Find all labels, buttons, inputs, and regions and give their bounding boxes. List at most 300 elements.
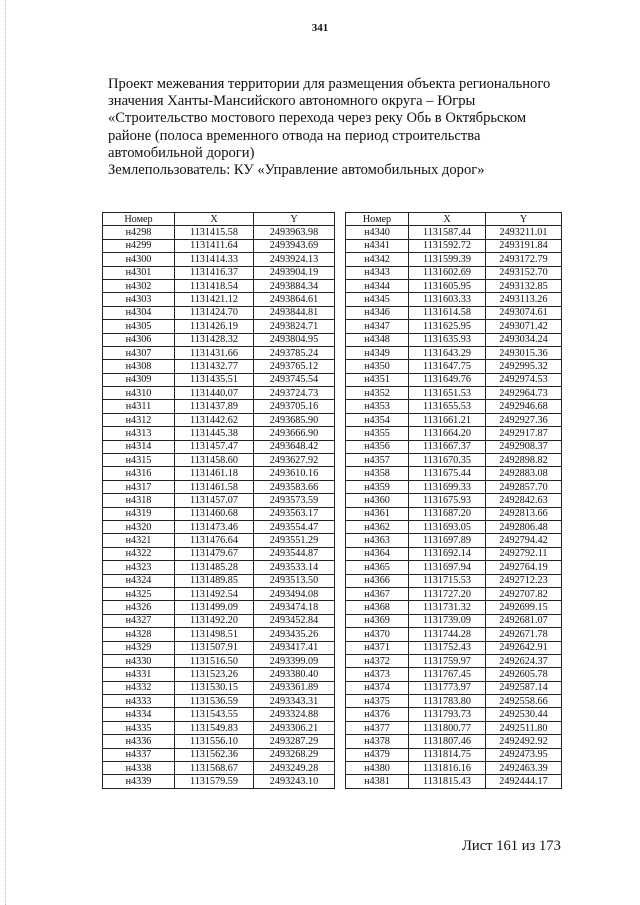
table-row: [103, 346, 335, 359]
point-number-cell: н4379: [346, 748, 409, 761]
point-number-cell: н4330: [103, 654, 175, 667]
table-row: [346, 601, 562, 614]
y-coordinate-cell: 2492530.44: [486, 708, 562, 721]
table-row: [103, 454, 335, 467]
table-row: [103, 226, 335, 239]
y-coordinate-cell: 2492813.66: [486, 507, 562, 520]
point-number-cell: н4323: [103, 561, 175, 574]
page-number: 341: [311, 22, 329, 34]
column-header-y: Y: [254, 213, 335, 226]
table-row: [103, 333, 335, 346]
point-number-cell: н4333: [103, 695, 175, 708]
column-header-x: X: [175, 213, 254, 226]
x-coordinate-cell: 1131435.51: [175, 373, 254, 386]
table-row: [103, 601, 335, 614]
point-number-cell: н4334: [103, 708, 175, 721]
y-coordinate-cell: 2493785.24: [254, 346, 335, 359]
table-row: [346, 520, 562, 533]
y-coordinate-cell: 2492473.95: [486, 748, 562, 761]
table-row: [346, 574, 562, 587]
y-coordinate-cell: 2493666.90: [254, 427, 335, 440]
table-row: [346, 654, 562, 667]
point-number-cell: н4372: [346, 654, 409, 667]
point-number-cell: н4335: [103, 721, 175, 734]
point-number-cell: н4380: [346, 762, 409, 775]
point-number-cell: н4312: [103, 413, 175, 426]
table-row: [346, 467, 562, 480]
table-row: [346, 534, 562, 547]
header-line: «Строительство мостового перехода через реку Обь в Октябрьском: [108, 110, 527, 127]
point-number-cell: н4328: [103, 628, 175, 641]
table-row: [103, 507, 335, 520]
point-number-cell: н4309: [103, 373, 175, 386]
point-number-cell: н4315: [103, 454, 175, 467]
table-row: [103, 775, 335, 788]
point-number-cell: н4308: [103, 360, 175, 373]
x-coordinate-cell: 1131498.51: [175, 628, 254, 641]
x-coordinate-cell: 1131424.70: [175, 306, 254, 319]
y-coordinate-cell: 2493361.89: [254, 681, 335, 694]
point-number-cell: н4367: [346, 587, 409, 600]
y-coordinate-cell: 2493211.01: [486, 226, 562, 239]
table-row: [103, 239, 335, 252]
table-row: [103, 668, 335, 681]
x-coordinate-cell: 1131431.66: [175, 346, 254, 359]
table-row: [346, 748, 562, 761]
x-coordinate-cell: 1131752.43: [409, 641, 486, 654]
x-coordinate-cell: 1131759.97: [409, 654, 486, 667]
x-coordinate-cell: 1131783.80: [409, 695, 486, 708]
y-coordinate-cell: 2493610.16: [254, 467, 335, 480]
y-coordinate-cell: 2493648.42: [254, 440, 335, 453]
table-row: [346, 681, 562, 694]
x-coordinate-cell: 1131773.97: [409, 681, 486, 694]
table-row: [103, 373, 335, 386]
header-line: Землепользователь: КУ «Управление автомобильных дорог»: [108, 162, 485, 179]
point-number-cell: н4359: [346, 480, 409, 493]
point-number-cell: н4302: [103, 279, 175, 292]
y-coordinate-cell: 2493074.61: [486, 306, 562, 319]
y-coordinate-cell: 2492806.48: [486, 520, 562, 533]
y-coordinate-cell: 2493132.85: [486, 279, 562, 292]
x-coordinate-cell: 1131661.21: [409, 413, 486, 426]
point-number-cell: н4347: [346, 320, 409, 333]
y-coordinate-cell: 2493113.26: [486, 293, 562, 306]
x-coordinate-cell: 1131670.35: [409, 454, 486, 467]
y-coordinate-cell: 2492587.14: [486, 681, 562, 694]
y-coordinate-cell: 2493287.29: [254, 735, 335, 748]
x-coordinate-cell: 1131651.53: [409, 387, 486, 400]
point-number-cell: н4320: [103, 520, 175, 533]
x-coordinate-cell: 1131461.58: [175, 480, 254, 493]
table-row: [103, 253, 335, 266]
x-coordinate-cell: 1131697.89: [409, 534, 486, 547]
x-coordinate-cell: 1131667.37: [409, 440, 486, 453]
y-coordinate-cell: 2492908.37: [486, 440, 562, 453]
table-row: [103, 587, 335, 600]
x-coordinate-cell: 1131442.62: [175, 413, 254, 426]
point-number-cell: н4371: [346, 641, 409, 654]
x-coordinate-cell: 1131485.28: [175, 561, 254, 574]
table-row: [346, 400, 562, 413]
y-coordinate-cell: 2492624.37: [486, 654, 562, 667]
table-row: [103, 520, 335, 533]
x-coordinate-cell: 1131428.32: [175, 333, 254, 346]
table-row: [346, 253, 562, 266]
table-row: [346, 547, 562, 560]
point-number-cell: н4350: [346, 360, 409, 373]
x-coordinate-cell: 1131411.64: [175, 239, 254, 252]
x-coordinate-cell: 1131602.69: [409, 266, 486, 279]
table-row: [103, 654, 335, 667]
x-coordinate-cell: 1131440.07: [175, 387, 254, 400]
y-coordinate-cell: 2493152.70: [486, 266, 562, 279]
table-row: [346, 293, 562, 306]
x-coordinate-cell: 1131625.95: [409, 320, 486, 333]
y-coordinate-cell: 2492444.17: [486, 775, 562, 788]
y-coordinate-cell: 2493884.34: [254, 279, 335, 292]
y-coordinate-cell: 2493015.36: [486, 346, 562, 359]
x-coordinate-cell: 1131461.18: [175, 467, 254, 480]
document-header: [108, 76, 578, 179]
x-coordinate-cell: 1131635.93: [409, 333, 486, 346]
coordinates-table-left: [102, 212, 335, 789]
x-coordinate-cell: 1131800.77: [409, 721, 486, 734]
y-coordinate-cell: 2493627.92: [254, 454, 335, 467]
y-coordinate-cell: 2492605.78: [486, 668, 562, 681]
x-coordinate-cell: 1131492.20: [175, 614, 254, 627]
y-coordinate-cell: 2492492.92: [486, 735, 562, 748]
table-row: [103, 306, 335, 319]
point-number-cell: н4301: [103, 266, 175, 279]
y-coordinate-cell: 2492671.78: [486, 628, 562, 641]
point-number-cell: н4316: [103, 467, 175, 480]
table-row: [103, 708, 335, 721]
y-coordinate-cell: 2493249.28: [254, 762, 335, 775]
table-row: [103, 387, 335, 400]
point-number-cell: н4332: [103, 681, 175, 694]
y-coordinate-cell: 2493943.69: [254, 239, 335, 252]
point-number-cell: н4340: [346, 226, 409, 239]
point-number-cell: н4306: [103, 333, 175, 346]
y-coordinate-cell: 2493380.40: [254, 668, 335, 681]
x-coordinate-cell: 1131418.54: [175, 279, 254, 292]
table-row: [346, 320, 562, 333]
point-number-cell: н4305: [103, 320, 175, 333]
y-coordinate-cell: 2493705.16: [254, 400, 335, 413]
y-coordinate-cell: 2492764.19: [486, 561, 562, 574]
x-coordinate-cell: 1131516.50: [175, 654, 254, 667]
y-coordinate-cell: 2493071.42: [486, 320, 562, 333]
table-row: [103, 534, 335, 547]
table-row: [103, 547, 335, 560]
table-row: [346, 373, 562, 386]
column-header-y: Y: [486, 213, 562, 226]
point-number-cell: н4303: [103, 293, 175, 306]
y-coordinate-cell: 2493172.79: [486, 253, 562, 266]
y-coordinate-cell: 2493452.84: [254, 614, 335, 627]
point-number-cell: н4342: [346, 253, 409, 266]
x-coordinate-cell: 1131739.09: [409, 614, 486, 627]
table-row: [346, 480, 562, 493]
table-row: [103, 561, 335, 574]
y-coordinate-cell: 2492974.53: [486, 373, 562, 386]
x-coordinate-cell: 1131614.58: [409, 306, 486, 319]
y-coordinate-cell: 2493551.29: [254, 534, 335, 547]
y-coordinate-cell: 2493904.19: [254, 266, 335, 279]
point-number-cell: н4307: [103, 346, 175, 359]
x-coordinate-cell: 1131432.77: [175, 360, 254, 373]
point-number-cell: н4325: [103, 587, 175, 600]
x-coordinate-cell: 1131562.36: [175, 748, 254, 761]
point-number-cell: н4310: [103, 387, 175, 400]
y-coordinate-cell: 2492712.23: [486, 574, 562, 587]
table-row: [346, 387, 562, 400]
point-number-cell: н4360: [346, 494, 409, 507]
x-coordinate-cell: 1131556.10: [175, 735, 254, 748]
point-number-cell: н4355: [346, 427, 409, 440]
point-number-cell: н4318: [103, 494, 175, 507]
x-coordinate-cell: 1131587.44: [409, 226, 486, 239]
table-row: [346, 775, 562, 788]
table-row: [103, 614, 335, 627]
point-number-cell: н4321: [103, 534, 175, 547]
x-coordinate-cell: 1131457.47: [175, 440, 254, 453]
x-coordinate-cell: 1131489.85: [175, 574, 254, 587]
point-number-cell: н4304: [103, 306, 175, 319]
table-row: [103, 494, 335, 507]
x-coordinate-cell: 1131457.07: [175, 494, 254, 507]
point-number-cell: н4319: [103, 507, 175, 520]
point-number-cell: н4373: [346, 668, 409, 681]
point-number-cell: н4326: [103, 601, 175, 614]
table-row: [346, 333, 562, 346]
sheet-counter: Лист 161 из 173: [462, 838, 561, 854]
y-coordinate-cell: 2493563.17: [254, 507, 335, 520]
y-coordinate-cell: 2492927.36: [486, 413, 562, 426]
table-row: [103, 748, 335, 761]
point-number-cell: н4370: [346, 628, 409, 641]
table-row: [103, 735, 335, 748]
header-line: значения Ханты-Мансийского автономного округа – Югры: [108, 93, 476, 110]
y-coordinate-cell: 2493034.24: [486, 333, 562, 346]
y-coordinate-cell: 2493844.81: [254, 306, 335, 319]
point-number-cell: н4337: [103, 748, 175, 761]
point-number-cell: н4324: [103, 574, 175, 587]
table-row: [346, 668, 562, 681]
table-row: [103, 320, 335, 333]
y-coordinate-cell: 2492964.73: [486, 387, 562, 400]
x-coordinate-cell: 1131592.72: [409, 239, 486, 252]
x-coordinate-cell: 1131715.53: [409, 574, 486, 587]
x-coordinate-cell: 1131579.59: [175, 775, 254, 788]
y-coordinate-cell: 2493399.09: [254, 654, 335, 667]
table-row: [103, 413, 335, 426]
point-number-cell: н4352: [346, 387, 409, 400]
y-coordinate-cell: 2493864.61: [254, 293, 335, 306]
point-number-cell: н4351: [346, 373, 409, 386]
x-coordinate-cell: 1131649.76: [409, 373, 486, 386]
point-number-cell: н4336: [103, 735, 175, 748]
table-header-row: [103, 213, 335, 226]
point-number-cell: н4358: [346, 467, 409, 480]
y-coordinate-cell: 2493191.84: [486, 239, 562, 252]
header-line: Проект межевания территории для размещения объекта регионального: [108, 76, 551, 92]
table-row: [346, 239, 562, 252]
table-row: [346, 226, 562, 239]
table-row: [346, 427, 562, 440]
y-coordinate-cell: 2493765.12: [254, 360, 335, 373]
point-number-cell: н4314: [103, 440, 175, 453]
point-number-cell: н4349: [346, 346, 409, 359]
y-coordinate-cell: 2493544.87: [254, 547, 335, 560]
table-header-row: [346, 213, 562, 226]
x-coordinate-cell: 1131543.55: [175, 708, 254, 721]
y-coordinate-cell: 2492699.15: [486, 601, 562, 614]
column-header-number: Номер: [103, 213, 175, 226]
table-row: [103, 574, 335, 587]
x-coordinate-cell: 1131815.43: [409, 775, 486, 788]
x-coordinate-cell: 1131744.28: [409, 628, 486, 641]
y-coordinate-cell: 2492707.82: [486, 587, 562, 600]
x-coordinate-cell: 1131568.67: [175, 762, 254, 775]
table-row: [103, 293, 335, 306]
point-number-cell: н4300: [103, 253, 175, 266]
table-row: [103, 721, 335, 734]
y-coordinate-cell: 2493554.47: [254, 520, 335, 533]
table-row: [103, 628, 335, 641]
table-row: [103, 400, 335, 413]
point-number-cell: н4376: [346, 708, 409, 721]
point-number-cell: н4369: [346, 614, 409, 627]
y-coordinate-cell: 2492883.08: [486, 467, 562, 480]
y-coordinate-cell: 2492946.68: [486, 400, 562, 413]
point-number-cell: н4362: [346, 520, 409, 533]
table-row: [346, 507, 562, 520]
header-line: районе (полоса временного отвода на период строительства: [108, 127, 481, 144]
table-row: [346, 360, 562, 373]
x-coordinate-cell: 1131697.94: [409, 561, 486, 574]
y-coordinate-cell: 2492857.70: [486, 480, 562, 493]
point-number-cell: н4357: [346, 454, 409, 467]
table-row: [346, 721, 562, 734]
x-coordinate-cell: 1131473.46: [175, 520, 254, 533]
y-coordinate-cell: 2493243.10: [254, 775, 335, 788]
table-row: [346, 266, 562, 279]
y-coordinate-cell: 2493824.71: [254, 320, 335, 333]
y-coordinate-cell: 2493924.13: [254, 253, 335, 266]
point-number-cell: н4365: [346, 561, 409, 574]
y-coordinate-cell: 2493573.59: [254, 494, 335, 507]
table-row: [346, 346, 562, 359]
point-number-cell: н4329: [103, 641, 175, 654]
x-coordinate-cell: 1131416.37: [175, 266, 254, 279]
x-coordinate-cell: 1131675.93: [409, 494, 486, 507]
x-coordinate-cell: 1131426.19: [175, 320, 254, 333]
x-coordinate-cell: 1131605.95: [409, 279, 486, 292]
table-row: [346, 641, 562, 654]
x-coordinate-cell: 1131414.33: [175, 253, 254, 266]
point-number-cell: н4299: [103, 239, 175, 252]
x-coordinate-cell: 1131647.75: [409, 360, 486, 373]
table-row: [346, 440, 562, 453]
x-coordinate-cell: 1131458.60: [175, 454, 254, 467]
point-number-cell: н4361: [346, 507, 409, 520]
x-coordinate-cell: 1131767.45: [409, 668, 486, 681]
y-coordinate-cell: 2492463.39: [486, 762, 562, 775]
table-row: [103, 695, 335, 708]
scan-edge-line: [5, 0, 6, 905]
y-coordinate-cell: 2492842.63: [486, 494, 562, 507]
x-coordinate-cell: 1131530.15: [175, 681, 254, 694]
y-coordinate-cell: 2493513.50: [254, 574, 335, 587]
y-coordinate-cell: 2493417.41: [254, 641, 335, 654]
x-coordinate-cell: 1131793.73: [409, 708, 486, 721]
table-row: [103, 467, 335, 480]
column-header-number: Номер: [346, 213, 409, 226]
x-coordinate-cell: 1131692.14: [409, 547, 486, 560]
y-coordinate-cell: 2493533.14: [254, 561, 335, 574]
table-row: [346, 708, 562, 721]
point-number-cell: н4353: [346, 400, 409, 413]
table-row: [346, 279, 562, 292]
table-row: [103, 762, 335, 775]
y-coordinate-cell: 2492642.91: [486, 641, 562, 654]
point-number-cell: н4348: [346, 333, 409, 346]
point-number-cell: н4366: [346, 574, 409, 587]
x-coordinate-cell: 1131437.89: [175, 400, 254, 413]
x-coordinate-cell: 1131415.58: [175, 226, 254, 239]
x-coordinate-cell: 1131816.16: [409, 762, 486, 775]
table-row: [346, 614, 562, 627]
table-row: [346, 695, 562, 708]
table-row: [346, 454, 562, 467]
x-coordinate-cell: 1131675.44: [409, 467, 486, 480]
point-number-cell: н4368: [346, 601, 409, 614]
point-number-cell: н4374: [346, 681, 409, 694]
point-number-cell: н4322: [103, 547, 175, 560]
point-number-cell: н4378: [346, 735, 409, 748]
point-number-cell: н4345: [346, 293, 409, 306]
table-row: [346, 587, 562, 600]
y-coordinate-cell: 2492792.11: [486, 547, 562, 560]
table-row: [103, 360, 335, 373]
table-row: [346, 762, 562, 775]
x-coordinate-cell: 1131460.68: [175, 507, 254, 520]
x-coordinate-cell: 1131643.29: [409, 346, 486, 359]
x-coordinate-cell: 1131807.46: [409, 735, 486, 748]
y-coordinate-cell: 2493435.26: [254, 628, 335, 641]
point-number-cell: н4311: [103, 400, 175, 413]
x-coordinate-cell: 1131699.33: [409, 480, 486, 493]
table-row: [103, 440, 335, 453]
x-coordinate-cell: 1131507.91: [175, 641, 254, 654]
y-coordinate-cell: 2492898.82: [486, 454, 562, 467]
y-coordinate-cell: 2493268.29: [254, 748, 335, 761]
y-coordinate-cell: 2493745.54: [254, 373, 335, 386]
y-coordinate-cell: 2493324.88: [254, 708, 335, 721]
x-coordinate-cell: 1131687.20: [409, 507, 486, 520]
x-coordinate-cell: 1131492.54: [175, 587, 254, 600]
point-number-cell: н4356: [346, 440, 409, 453]
point-number-cell: н4343: [346, 266, 409, 279]
table-row: [103, 681, 335, 694]
point-number-cell: н4341: [346, 239, 409, 252]
x-coordinate-cell: 1131599.39: [409, 253, 486, 266]
table-row: [103, 480, 335, 493]
table-row: [346, 561, 562, 574]
x-coordinate-cell: 1131693.05: [409, 520, 486, 533]
